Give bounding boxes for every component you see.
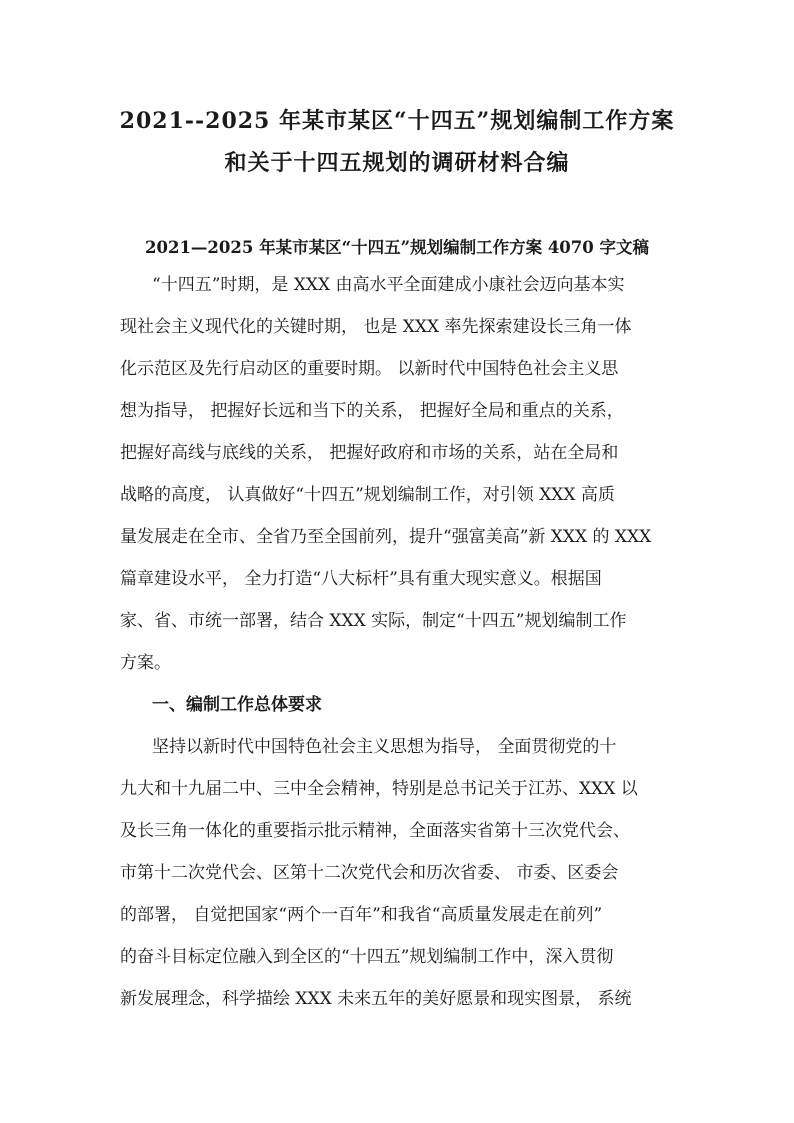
section-paragraph-line: 市第十二次党代会、区第十二次党代会和历次省委、 市委、区委会 [120,863,619,883]
section-paragraph-line: 的奋斗目标定位融入到全区的“十四五”规划编制工作中，深入贯彻 [120,947,614,967]
intro-paragraph-line: 想为指导， 把握好长远和当下的关系， 把握好全局和重点的关系， [120,401,624,421]
section-paragraph-line: 新发展理念，科学描绘 XXX 未来五年的美好愿景和现实图景， 系统 [120,989,632,1009]
intro-paragraph-line: “十四五”时期，是 XXX 由高水平全面建成小康社会迈向基本实 [152,275,625,295]
intro-paragraph-line: 家、省、市统一部署，结合 XXX 实际，制定“十四五”规划编制工作 [120,611,627,631]
document-title-line-2: 和关于十四五规划的调研材料合编 [224,150,570,176]
intro-paragraph-line: 化示范区及先行启动区的重要时期。 以新时代中国特色社会主义思 [120,359,619,379]
intro-paragraph-line: 篇章建设水平， 全力打造“八大标杆”具有重大现实意义。根据国 [120,569,602,589]
document-title-line-1: 2021--2025 年某市某区“十四五”规划编制工作方案 [119,108,675,134]
intro-paragraph-line: 把握好高线与底线的关系， 把握好政府和市场的关系，站在全局和 [120,443,619,463]
document-subtitle: 2021—2025 年某市某区“十四五”规划编制工作方案 4070 字文稿 [145,238,649,257]
section-paragraph-line: 及长三角一体化的重要指示批示精神，全面落实省第十三次党代会、 [120,821,630,841]
section-paragraph-line: 九大和十九届二中、三中全会精神，特别是总书记关于江苏、XXX 以 [120,779,638,799]
section-paragraph-line: 的部署， 自觉把国家“两个一百年”和我省“高质量发展走在前列” [120,905,603,925]
intro-paragraph-line: 量发展走在全市、全省乃至全国前列，提升“强富美高”新 XXX 的 XXX [120,527,652,547]
section-paragraph-line: 坚持以新时代中国特色社会主义思想为指导， 全面贯彻党的十 [152,737,617,757]
intro-paragraph-line: 战略的高度， 认真做好“十四五”规划编制工作，对引领 XXX 高质 [120,485,615,505]
intro-paragraph-line: 方案。 [120,653,171,673]
intro-paragraph-line: 现社会主义现代化的关键时期， 也是 XXX 率先探索建设长三角一体 [120,317,632,337]
section-heading: 一、编制工作总体要求 [152,695,322,715]
